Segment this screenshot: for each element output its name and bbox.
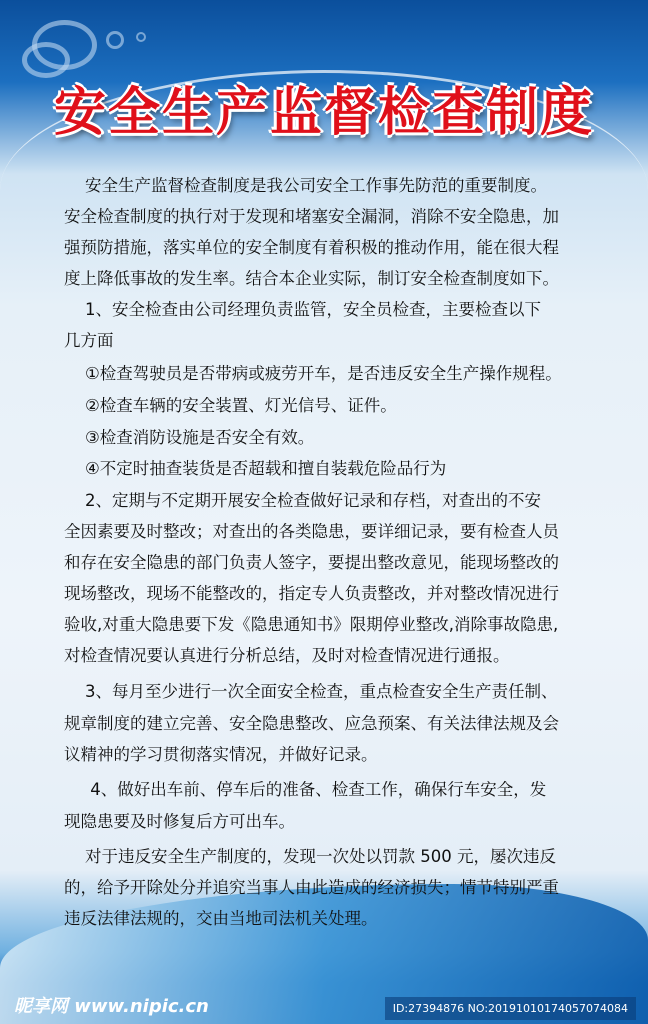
- text-line: 安全生产监督检查制度是我公司安全工作事先防范的重要制度。: [64, 176, 547, 195]
- image-id-label: ID:27394876 NO:20191010174057074084: [385, 997, 636, 1020]
- text-line: 安全检查制度的执行对于发现和堵塞安全漏洞，消除不安全隐患，加: [64, 207, 559, 226]
- text-line: 现场整改，现场不能整改的，指定专人负责整改，并对整改情况进行: [64, 584, 559, 603]
- text-line: ②检查车辆的安全装置、灯光信号、证件。: [64, 396, 397, 415]
- text-line: 1、安全检查由公司经理负责监管，安全员检查，主要检查以下: [64, 300, 541, 319]
- text-line: 的，给予开除处分并追究当事人由此造成的经济损失；情节特别严重: [64, 878, 559, 897]
- text-line: ④不定时抽查装货是否超载和擅自装载危险品行为: [64, 459, 447, 478]
- text-line: 对检查情况要认真进行分析总结，及时对检查情况进行通报。: [64, 646, 510, 665]
- text-line: 对于违反安全生产制度的，发现一次处以罚款 500 元，屡次违反: [64, 847, 556, 866]
- text-line: 和存在安全隐患的部门负责人签字，要提出整改意见，能现场整改的: [64, 553, 559, 572]
- page-title: 安全生产监督检查制度: [53, 83, 594, 143]
- text-line: 验收,对重大隐患要下发《隐患通知书》限期停业整改,消除事故隐患,: [64, 615, 559, 634]
- text-line: 几方面: [64, 331, 114, 350]
- text-line: ①检查驾驶员是否带病或疲劳开车，是否违反安全生产操作规程。: [64, 364, 562, 383]
- text-line: ③检查消防设施是否安全有效。: [64, 428, 315, 447]
- ring-icon: [136, 32, 146, 42]
- text-line: 现隐患要及时修复后方可出车。: [64, 812, 295, 831]
- text-line: 强预防措施，落实单位的安全制度有着积极的推动作用，能在很大程: [64, 238, 559, 257]
- text-line: 违反法律法规的，交由当地司法机关处理。: [64, 909, 378, 928]
- text-line: 4、做好出车前、停车后的准备、检查工作，确保行车安全，发: [64, 780, 547, 799]
- text-line: 议精神的学习贯彻落实情况，并做好记录。: [64, 745, 378, 764]
- ring-icon: [106, 31, 124, 49]
- text-line: 规章制度的建立完善、安全隐患整改、应急预案、有关法律法规及会: [64, 714, 559, 733]
- watermark: 昵享网 www.nipic.cn: [14, 996, 209, 1017]
- text-line: 3、每月至少进行一次全面安全检查，重点检查安全生产责任制、: [64, 682, 558, 701]
- text-line: 2、定期与不定期开展安全检查做好记录和存档，对查出的不安: [64, 491, 541, 510]
- text-line: 全因素要及时整改；对查出的各类隐患，要详细记录，要有检查人员: [64, 522, 559, 541]
- text-line: 度上降低事故的发生率。结合本企业实际，制订安全检查制度如下。: [64, 269, 559, 288]
